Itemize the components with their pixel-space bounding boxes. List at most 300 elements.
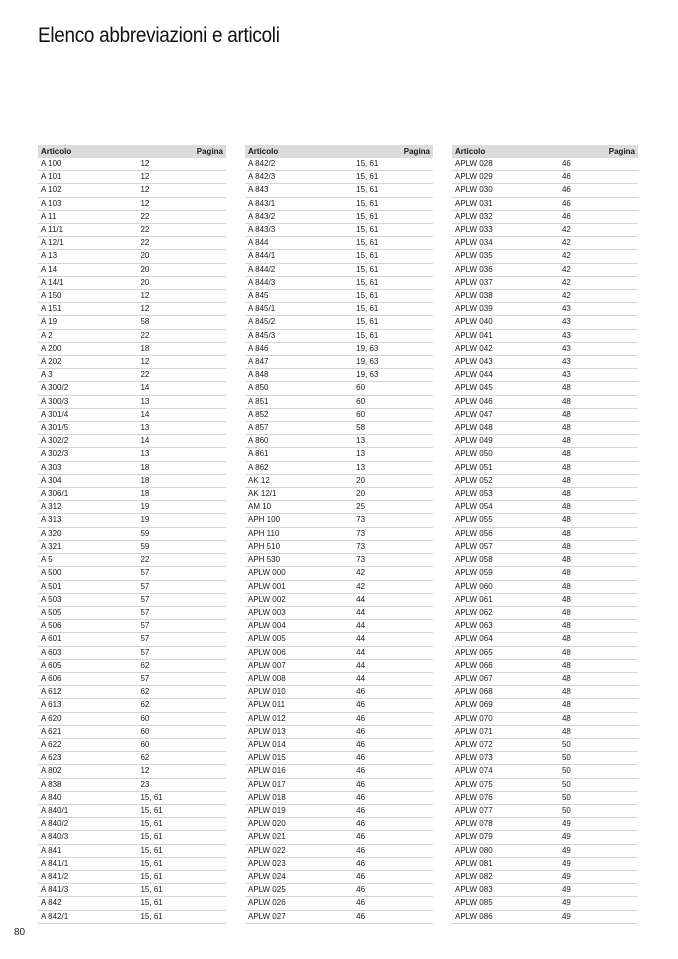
page-ref: 60 xyxy=(137,725,226,738)
article-code: APLW 020 xyxy=(245,818,353,831)
table-row xyxy=(38,844,226,857)
page-column-header: Pagina xyxy=(353,145,433,158)
page-ref: 46 xyxy=(353,910,433,923)
page-ref: 15, 61 xyxy=(353,329,433,342)
article-code: A 840/3 xyxy=(38,831,137,844)
page-ref: 15, 61 xyxy=(353,158,433,171)
page-ref: 15, 61 xyxy=(137,831,226,844)
page-ref: 57 xyxy=(137,567,226,580)
page-ref: 15, 61 xyxy=(353,250,433,263)
table-row xyxy=(38,646,226,659)
page-ref: 48 xyxy=(559,567,638,580)
table-row xyxy=(452,290,638,303)
page-ref: 50 xyxy=(559,778,638,791)
article-code: APLW 053 xyxy=(452,488,559,501)
article-code: A 605 xyxy=(38,659,137,672)
page-ref: 44 xyxy=(353,659,433,672)
page-ref: 12 xyxy=(137,197,226,210)
table-row xyxy=(245,580,433,593)
table-row xyxy=(245,540,433,553)
article-code: APLW 065 xyxy=(452,646,559,659)
page-ref: 44 xyxy=(353,620,433,633)
page-ref: 48 xyxy=(559,646,638,659)
table-row xyxy=(245,408,433,421)
article-code: APLW 036 xyxy=(452,263,559,276)
page-ref: 60 xyxy=(137,738,226,751)
table-row xyxy=(38,765,226,778)
table-row xyxy=(452,369,638,382)
table-row xyxy=(38,831,226,844)
page-ref: 46 xyxy=(559,197,638,210)
article-code: APLW 079 xyxy=(452,831,559,844)
table-row xyxy=(245,237,433,250)
table-row xyxy=(452,857,638,870)
table-row xyxy=(452,672,638,685)
table-row xyxy=(245,831,433,844)
article-code: APLW 022 xyxy=(245,844,353,857)
article-table-3 xyxy=(452,145,638,924)
table-row xyxy=(452,210,638,223)
article-code: A 845/1 xyxy=(245,303,353,316)
article-code: APLW 080 xyxy=(452,844,559,857)
article-code: APLW 010 xyxy=(245,686,353,699)
page-ref: 46 xyxy=(353,699,433,712)
page-ref: 15, 61 xyxy=(137,897,226,910)
table-row xyxy=(245,870,433,883)
table-row xyxy=(38,342,226,355)
article-code: APLW 042 xyxy=(452,342,559,355)
table-row xyxy=(245,290,433,303)
table-row xyxy=(245,593,433,606)
article-code: A 844/3 xyxy=(245,276,353,289)
table-row xyxy=(452,342,638,355)
page-ref: 48 xyxy=(559,606,638,619)
article-code: APLW 040 xyxy=(452,316,559,329)
page-ref: 43 xyxy=(559,303,638,316)
article-code: APH 110 xyxy=(245,527,353,540)
table-row xyxy=(245,725,433,738)
article-code: A 802 xyxy=(38,765,137,778)
table-row xyxy=(245,501,433,514)
article-column-header: Articolo xyxy=(38,145,137,158)
article-column-header: Articolo xyxy=(245,145,353,158)
page-ref: 20 xyxy=(137,276,226,289)
table-row xyxy=(245,435,433,448)
table-row xyxy=(245,672,433,685)
article-code: A 622 xyxy=(38,738,137,751)
table-row xyxy=(452,316,638,329)
article-code: A 840/1 xyxy=(38,804,137,817)
article-code: A 501 xyxy=(38,580,137,593)
table-row xyxy=(245,184,433,197)
page-ref: 57 xyxy=(137,593,226,606)
article-column-header: Articolo xyxy=(452,145,559,158)
page-ref: 18 xyxy=(137,342,226,355)
table-row xyxy=(38,210,226,223)
table-row xyxy=(38,290,226,303)
page-ref: 20 xyxy=(137,263,226,276)
article-code: A 313 xyxy=(38,514,137,527)
page-ref: 48 xyxy=(559,527,638,540)
article-code: APLW 050 xyxy=(452,448,559,461)
page-ref: 73 xyxy=(353,540,433,553)
article-code: APLW 019 xyxy=(245,804,353,817)
article-code: A 846 xyxy=(245,342,353,355)
page-ref: 15, 61 xyxy=(137,910,226,923)
page-ref: 58 xyxy=(353,422,433,435)
table-row xyxy=(245,778,433,791)
table-row xyxy=(245,171,433,184)
article-code: APH 530 xyxy=(245,554,353,567)
article-code: A 841/2 xyxy=(38,870,137,883)
article-code: APLW 074 xyxy=(452,765,559,778)
table-row xyxy=(452,818,638,831)
page-ref: 48 xyxy=(559,448,638,461)
article-code: A 312 xyxy=(38,501,137,514)
table-row xyxy=(452,870,638,883)
page-ref: 48 xyxy=(559,461,638,474)
table-row xyxy=(452,303,638,316)
page-ref: 14 xyxy=(137,408,226,421)
page-ref: 48 xyxy=(559,422,638,435)
article-code: A 320 xyxy=(38,527,137,540)
page-ref: 49 xyxy=(559,831,638,844)
page-ref: 42 xyxy=(559,276,638,289)
table-row xyxy=(245,620,433,633)
article-code: APLW 044 xyxy=(452,369,559,382)
table-row xyxy=(38,804,226,817)
article-code: APLW 063 xyxy=(452,620,559,633)
page-ref: 48 xyxy=(559,593,638,606)
table-row xyxy=(245,276,433,289)
page-ref: 15, 61 xyxy=(137,818,226,831)
table-row xyxy=(452,171,638,184)
article-code: A 505 xyxy=(38,606,137,619)
page-ref: 44 xyxy=(353,593,433,606)
table-row xyxy=(38,818,226,831)
article-code: A 843/2 xyxy=(245,210,353,223)
table-row xyxy=(452,540,638,553)
table-row xyxy=(452,356,638,369)
table-row xyxy=(245,910,433,923)
page-ref: 13 xyxy=(137,448,226,461)
article-code: APLW 076 xyxy=(452,791,559,804)
table-row xyxy=(38,316,226,329)
table-row xyxy=(38,329,226,342)
article-code: A 861 xyxy=(245,448,353,461)
table-row xyxy=(245,210,433,223)
article-code: APLW 077 xyxy=(452,804,559,817)
table-row xyxy=(38,461,226,474)
table-row xyxy=(38,593,226,606)
article-code: A 11/1 xyxy=(38,224,137,237)
table-row xyxy=(38,408,226,421)
page-ref: 46 xyxy=(353,870,433,883)
page-ref: 48 xyxy=(559,501,638,514)
article-code: A 150 xyxy=(38,290,137,303)
table-row xyxy=(245,844,433,857)
article-code: APLW 054 xyxy=(452,501,559,514)
page-number: 80 xyxy=(14,927,26,938)
article-code: APLW 086 xyxy=(452,910,559,923)
table-row xyxy=(452,620,638,633)
article-code: A 321 xyxy=(38,540,137,553)
article-code: APLW 035 xyxy=(452,250,559,263)
article-code: APLW 037 xyxy=(452,276,559,289)
article-code: A 11 xyxy=(38,210,137,223)
article-code: APLW 001 xyxy=(245,580,353,593)
page-ref: 49 xyxy=(559,844,638,857)
article-code: A 850 xyxy=(245,382,353,395)
table-row xyxy=(245,224,433,237)
table-row xyxy=(452,778,638,791)
table-row xyxy=(245,752,433,765)
article-code: APLW 049 xyxy=(452,435,559,448)
page-ref: 25 xyxy=(353,501,433,514)
article-code: APH 100 xyxy=(245,514,353,527)
page-ref: 57 xyxy=(137,646,226,659)
table-row xyxy=(452,474,638,487)
table-row xyxy=(38,738,226,751)
table-row xyxy=(38,527,226,540)
article-code: A 841 xyxy=(38,844,137,857)
table-row xyxy=(38,910,226,923)
article-code: APLW 002 xyxy=(245,593,353,606)
table-row xyxy=(452,263,638,276)
article-code: APLW 017 xyxy=(245,778,353,791)
page-ref: 18 xyxy=(137,474,226,487)
page-ref: 60 xyxy=(137,712,226,725)
article-code: A 12/1 xyxy=(38,237,137,250)
table-row xyxy=(452,606,638,619)
article-code: APLW 047 xyxy=(452,408,559,421)
table-row xyxy=(452,422,638,435)
page-ref: 44 xyxy=(353,633,433,646)
page-ref: 15, 61 xyxy=(353,197,433,210)
table-row xyxy=(38,712,226,725)
page-ref: 49 xyxy=(559,884,638,897)
article-code: APLW 061 xyxy=(452,593,559,606)
article-code: A 102 xyxy=(38,184,137,197)
article-code: APLW 030 xyxy=(452,184,559,197)
article-code: APLW 015 xyxy=(245,752,353,765)
article-code: APLW 085 xyxy=(452,897,559,910)
table-row xyxy=(452,659,638,672)
table-row xyxy=(452,329,638,342)
page-ref: 42 xyxy=(353,567,433,580)
article-code: APLW 071 xyxy=(452,725,559,738)
article-code: APLW 029 xyxy=(452,171,559,184)
article-code: APLW 031 xyxy=(452,197,559,210)
page-ref: 46 xyxy=(353,778,433,791)
table-row xyxy=(452,501,638,514)
article-code: APLW 005 xyxy=(245,633,353,646)
table-row xyxy=(452,897,638,910)
page-ref: 15, 61 xyxy=(353,210,433,223)
page-ref: 20 xyxy=(137,250,226,263)
article-code: A 844/2 xyxy=(245,263,353,276)
page-ref: 46 xyxy=(559,171,638,184)
page-ref: 42 xyxy=(559,224,638,237)
page-ref: 13 xyxy=(353,435,433,448)
page-ref: 46 xyxy=(353,725,433,738)
page-ref: 15, 61 xyxy=(137,870,226,883)
page-ref: 15, 61 xyxy=(137,844,226,857)
page-ref: 15, 61 xyxy=(353,237,433,250)
page-ref: 19, 63 xyxy=(353,342,433,355)
page-ref: 62 xyxy=(137,686,226,699)
table-row xyxy=(245,567,433,580)
article-code: APLW 025 xyxy=(245,884,353,897)
page-ref: 48 xyxy=(559,514,638,527)
table-row xyxy=(245,303,433,316)
page-ref: 46 xyxy=(353,686,433,699)
article-code: A 840 xyxy=(38,791,137,804)
article-code: A 13 xyxy=(38,250,137,263)
article-code: APLW 083 xyxy=(452,884,559,897)
page-ref: 46 xyxy=(353,884,433,897)
table-row xyxy=(38,356,226,369)
page-ref: 44 xyxy=(353,606,433,619)
page-ref: 48 xyxy=(559,712,638,725)
article-code: APLW 011 xyxy=(245,699,353,712)
table-row xyxy=(38,171,226,184)
table-row xyxy=(245,461,433,474)
page-ref: 46 xyxy=(353,738,433,751)
page-ref: 62 xyxy=(137,752,226,765)
table-row xyxy=(245,554,433,567)
page-ref: 48 xyxy=(559,435,638,448)
page-ref: 15, 61 xyxy=(137,791,226,804)
table-row xyxy=(38,514,226,527)
table-row xyxy=(452,158,638,171)
page-ref: 43 xyxy=(559,356,638,369)
page-ref: 15, 61 xyxy=(353,224,433,237)
page-ref: 60 xyxy=(353,395,433,408)
article-code: APH 510 xyxy=(245,540,353,553)
page-ref: 20 xyxy=(353,488,433,501)
page-ref: 13 xyxy=(353,461,433,474)
article-code: APLW 006 xyxy=(245,646,353,659)
page-ref: 62 xyxy=(137,699,226,712)
article-code: APLW 027 xyxy=(245,910,353,923)
article-code: A 845/3 xyxy=(245,329,353,342)
article-code: APLW 003 xyxy=(245,606,353,619)
table-row xyxy=(452,567,638,580)
article-code: A 860 xyxy=(245,435,353,448)
table-row xyxy=(245,686,433,699)
article-code: APLW 075 xyxy=(452,778,559,791)
table-row xyxy=(452,276,638,289)
article-code: A 101 xyxy=(38,171,137,184)
article-code: A 847 xyxy=(245,356,353,369)
table-row xyxy=(38,540,226,553)
article-code: A 852 xyxy=(245,408,353,421)
page-ref: 15, 61 xyxy=(353,171,433,184)
table-row xyxy=(452,831,638,844)
page-ref: 15, 61 xyxy=(353,303,433,316)
page-ref: 49 xyxy=(559,910,638,923)
table-row xyxy=(245,765,433,778)
page-ref: 22 xyxy=(137,210,226,223)
table-row xyxy=(38,158,226,171)
article-code: A 301/4 xyxy=(38,408,137,421)
table-row xyxy=(245,263,433,276)
article-code: APLW 000 xyxy=(245,567,353,580)
article-code: A 2 xyxy=(38,329,137,342)
article-code: A 3 xyxy=(38,369,137,382)
page-ref: 73 xyxy=(353,527,433,540)
table-row xyxy=(452,250,638,263)
table-row xyxy=(245,197,433,210)
article-code: APLW 021 xyxy=(245,831,353,844)
table-row xyxy=(245,316,433,329)
page-ref: 46 xyxy=(353,831,433,844)
page-title: Elenco abbreviazioni e articoli xyxy=(38,24,280,47)
table-row xyxy=(452,382,638,395)
article-code: A 601 xyxy=(38,633,137,646)
article-code: APLW 072 xyxy=(452,738,559,751)
page-ref: 13 xyxy=(353,448,433,461)
page-ref: 48 xyxy=(559,395,638,408)
article-code: APLW 067 xyxy=(452,672,559,685)
article-code: A 301/5 xyxy=(38,422,137,435)
page-ref: 43 xyxy=(559,316,638,329)
table-row xyxy=(452,646,638,659)
table-row xyxy=(452,580,638,593)
article-code: A 848 xyxy=(245,369,353,382)
article-code: APLW 055 xyxy=(452,514,559,527)
page-ref: 48 xyxy=(559,540,638,553)
page-ref: 22 xyxy=(137,224,226,237)
article-code: AM 10 xyxy=(245,501,353,514)
page-ref: 60 xyxy=(353,382,433,395)
table-row xyxy=(452,884,638,897)
article-code: A 300/2 xyxy=(38,382,137,395)
table-row xyxy=(38,778,226,791)
table-row xyxy=(452,910,638,923)
table-row xyxy=(452,791,638,804)
table-row xyxy=(452,488,638,501)
page-ref: 42 xyxy=(559,237,638,250)
table-row xyxy=(452,395,638,408)
article-code: A 845/2 xyxy=(245,316,353,329)
article-code: A 623 xyxy=(38,752,137,765)
page-ref: 12 xyxy=(137,171,226,184)
page-ref: 48 xyxy=(559,633,638,646)
table-row xyxy=(38,897,226,910)
table-row xyxy=(452,752,638,765)
table-row xyxy=(245,488,433,501)
article-code: A 844/1 xyxy=(245,250,353,263)
table-row xyxy=(245,804,433,817)
table-row xyxy=(245,791,433,804)
article-code: A 300/3 xyxy=(38,395,137,408)
table-row xyxy=(38,369,226,382)
table-row xyxy=(452,461,638,474)
article-code: APLW 007 xyxy=(245,659,353,672)
article-code: APLW 032 xyxy=(452,210,559,223)
article-code: A 19 xyxy=(38,316,137,329)
article-code: APLW 023 xyxy=(245,857,353,870)
article-code: A 303 xyxy=(38,461,137,474)
page-ref: 15, 61 xyxy=(353,184,433,197)
page-ref: 19, 63 xyxy=(353,356,433,369)
article-code: A 500 xyxy=(38,567,137,580)
table-row xyxy=(38,791,226,804)
page-ref: 46 xyxy=(559,184,638,197)
page-ref: 46 xyxy=(353,765,433,778)
